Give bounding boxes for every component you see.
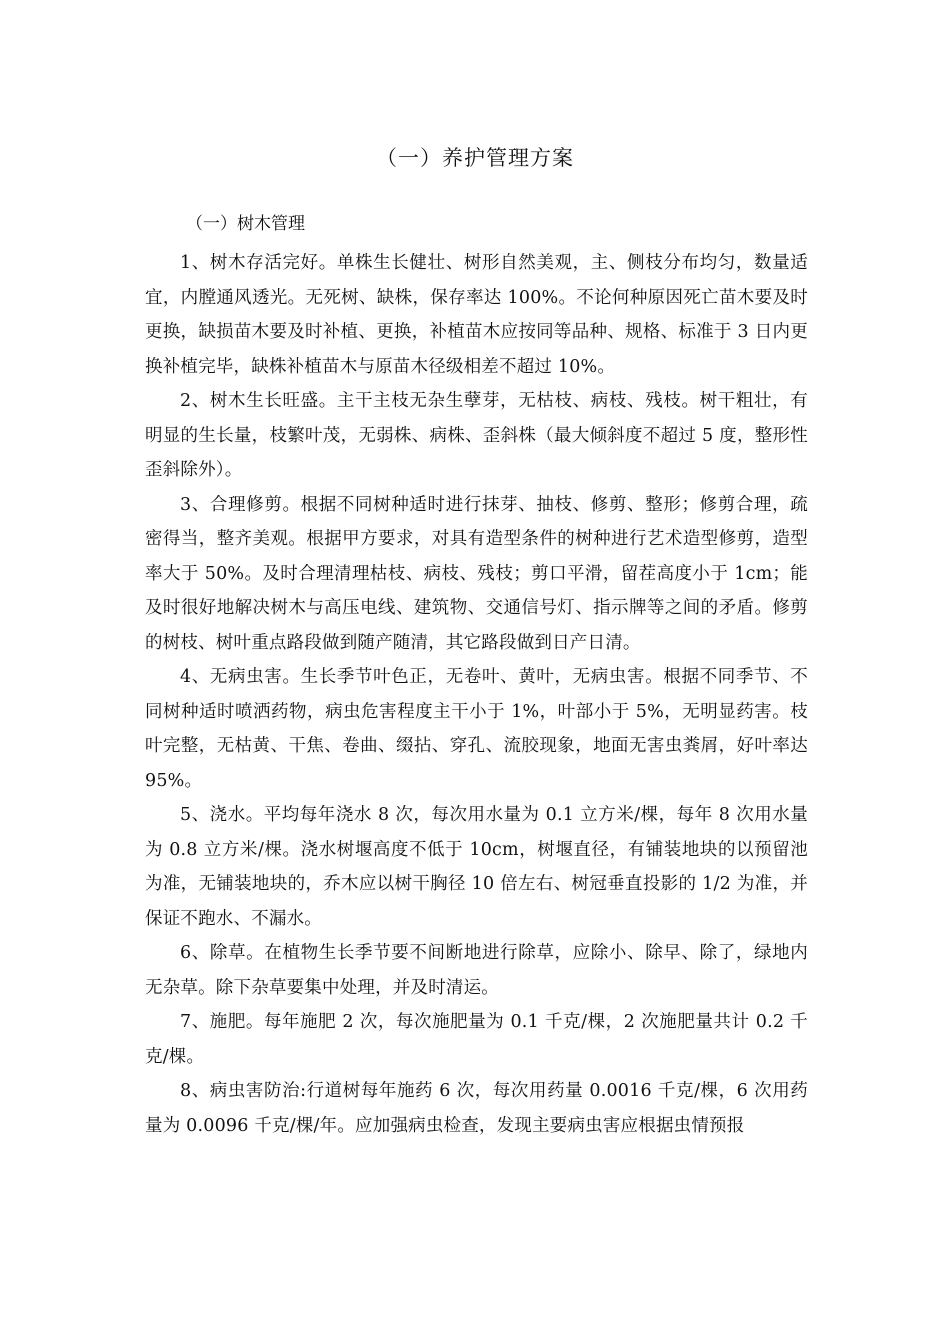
paragraph-fertilizing: 7、施肥。每年施肥 2 次，每次施肥量为 0.1 千克/棵，2 次施肥量共计 0.2 千克/棵。 bbox=[145, 1012, 808, 1067]
paragraph-pest-control: 8、病虫害防治:行道树每年施药 6 次，每次用药量 0.0016 千克/棵，6 次用药量为 0.0096 千克/棵/年。应加强病虫检查，发现主要病虫害应根据虫情预报 bbox=[145, 1081, 808, 1136]
section-heading: （一）树木管理 bbox=[186, 214, 305, 234]
paragraph-tree-survival: 1、树木存活完好。单株生长健壮、树形自然美观，主、侧枝分布均匀，数量适宜，内膛通风透光。无死树、缺株，保存率达 100%。不论何种原因死亡苗木要及时更换，缺损苗木要及时补植、更换，补植苗木应按同等品种、规格、标准于 3 日内更换补植完毕，缺株补植苗木与原苗木径级相差不超过 10%。 bbox=[145, 253, 808, 377]
paragraph-pest-free: 4、无病虫害。生长季节叶色正，无卷叶、黄叶，无病虫害。根据不同季节、不同树种适时喷洒药物，病虫危害程度主干小于 1%，叶部小于 5%，无明显药害。枝叶完整，无枯黄、干焦、卷曲、缀拈、穿孔、流胶现象，地面无害虫粪屑，好叶率达 95%。 bbox=[145, 667, 808, 791]
paragraph-weeding: 6、除草。在植物生长季节要不间断地进行除草，应除小、除早、除了，绿地内无杂草。除下杂草要集中处理，并及时清运。 bbox=[145, 943, 808, 998]
paragraph-pruning: 3、合理修剪。根据不同树种适时进行抹芽、抽枝、修剪、整形；修剪合理，疏密得当，整齐美观。根据甲方要求，对具有造型条件的树种进行艺术造型修剪，造型率大于 50%。及时合理清理枯枝、病枝、残枝；剪口平滑，留茬高度小于 1cm；能及时很好地解决树木与高压电线、建筑物、交通信号灯、指示牌等之间的矛盾。修剪的树枝、树叶重点路段做到随产随清，其它路段做到日产日清。 bbox=[145, 494, 808, 653]
paragraph-watering: 5、浇水。平均每年浇水 8 次，每次用水量为 0.1 立方米/棵，每年 8 次用水量为 0.8 立方米/棵。浇水树堰高度不低于 10cm，树堰直径，有铺装地块的以预留池为准，无铺装地块的，乔木应以树干胸径 10 倍左右、树冠垂直投影的 1/2 为准，并保证不跑水、不漏水。 bbox=[145, 805, 808, 929]
page-title: （一）养护管理方案 bbox=[376, 146, 574, 170]
paragraph-tree-growth: 2、树木生长旺盛。主干主枝无杂生孽芽，无枯枝、病枝、残枝。树干粗壮，有明显的生长量，枝繁叶茂，无弱株、病株、歪斜株（最大倾斜度不超过 5 度，整形性歪斜除外）。 bbox=[145, 391, 808, 480]
document-body bbox=[145, 246, 808, 1143]
